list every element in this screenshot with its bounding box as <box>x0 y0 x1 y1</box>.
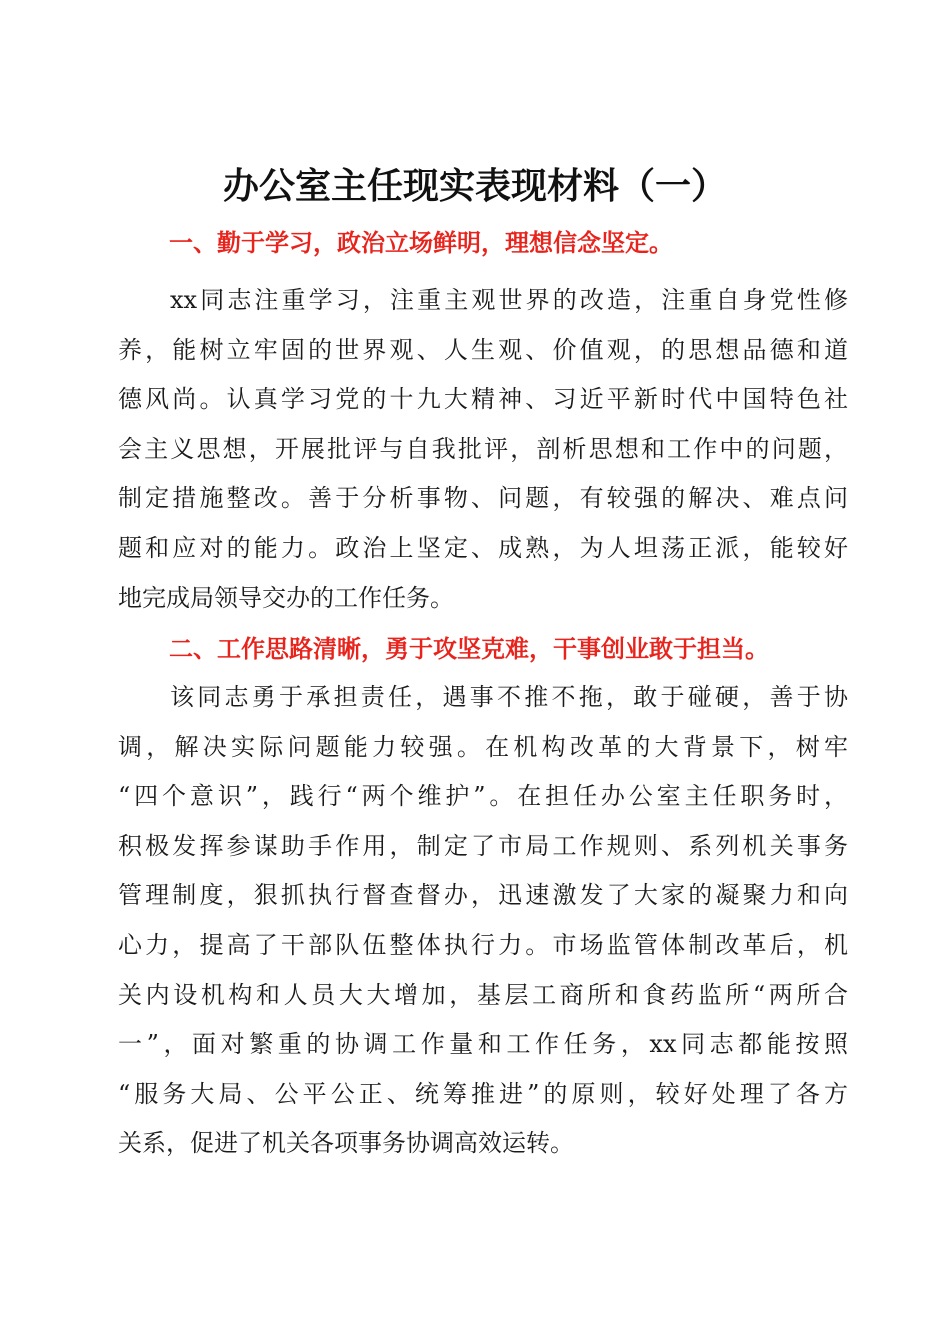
section-heading-1: 一、勤于学习，政治立场鲜明，理想信念坚定。 <box>169 229 673 257</box>
paragraph-line: 题和应对的能力。政治上坚定、成熟，为人坦荡正派，能较好 <box>118 533 848 562</box>
paragraph-line: 制定措施整改。善于分析事物、问题，有较强的解决、难点问 <box>118 484 848 513</box>
paragraph-line: 积极发挥参谋助手作用，制定了市局工作规则、系列机关事务 <box>118 831 848 860</box>
paragraph-line: 心力，提高了干部队伍整体执行力。市场监管体制改革后，机 <box>118 930 848 959</box>
paragraph-line: 德风尚。认真学习党的十九大精神、习近平新时代中国特色社 <box>118 385 848 414</box>
paragraph-line: 关内设机构和人员大大增加，基层工商所和食药监所“两所合 <box>118 980 848 1009</box>
paragraph-line: “四个意识”，践行“两个维护”。在担任办公室主任职务时， <box>118 782 848 811</box>
paragraph-line: 会主义思想，开展批评与自我批评，剖析思想和工作中的问题， <box>118 434 848 463</box>
paragraph-line: 关系，促进了机关各项事务协调高效运转。 <box>118 1129 574 1158</box>
section-paragraph-2 <box>118 673 848 1169</box>
paragraph-line: 管理制度，狠抓执行督查督办，迅速激发了大家的凝聚力和向 <box>118 881 848 910</box>
paragraph-line: 一”，面对繁重的协调工作量和工作任务，xx同志都能按照 <box>118 1030 848 1059</box>
paragraph-line: “服务大局、公平公正、统筹推进”的原则，较好处理了各方 <box>118 1079 848 1108</box>
paragraph-line: 调，解决实际问题能力较强。在机构改革的大背景下，树牢 <box>118 732 848 761</box>
section-heading-2: 二、工作思路清晰，勇于攻坚克难，干事创业敢于担当。 <box>169 635 769 663</box>
paragraph-line: xx同志注重学习，注重主观世界的改造，注重自身党性修 <box>170 286 848 314</box>
paragraph-line: 该同志勇于承担责任，遇事不推不拖，敢于碰硬，善于协 <box>170 683 848 711</box>
paragraph-line: 养，能树立牢固的世界观、人生观、价值观，的思想品德和道 <box>118 335 848 364</box>
section-paragraph-1 <box>118 276 848 623</box>
paragraph-line: 地完成局领导交办的工作任务。 <box>118 583 454 612</box>
document-title: 办公室主任现实表现材料（一） <box>222 165 727 207</box>
